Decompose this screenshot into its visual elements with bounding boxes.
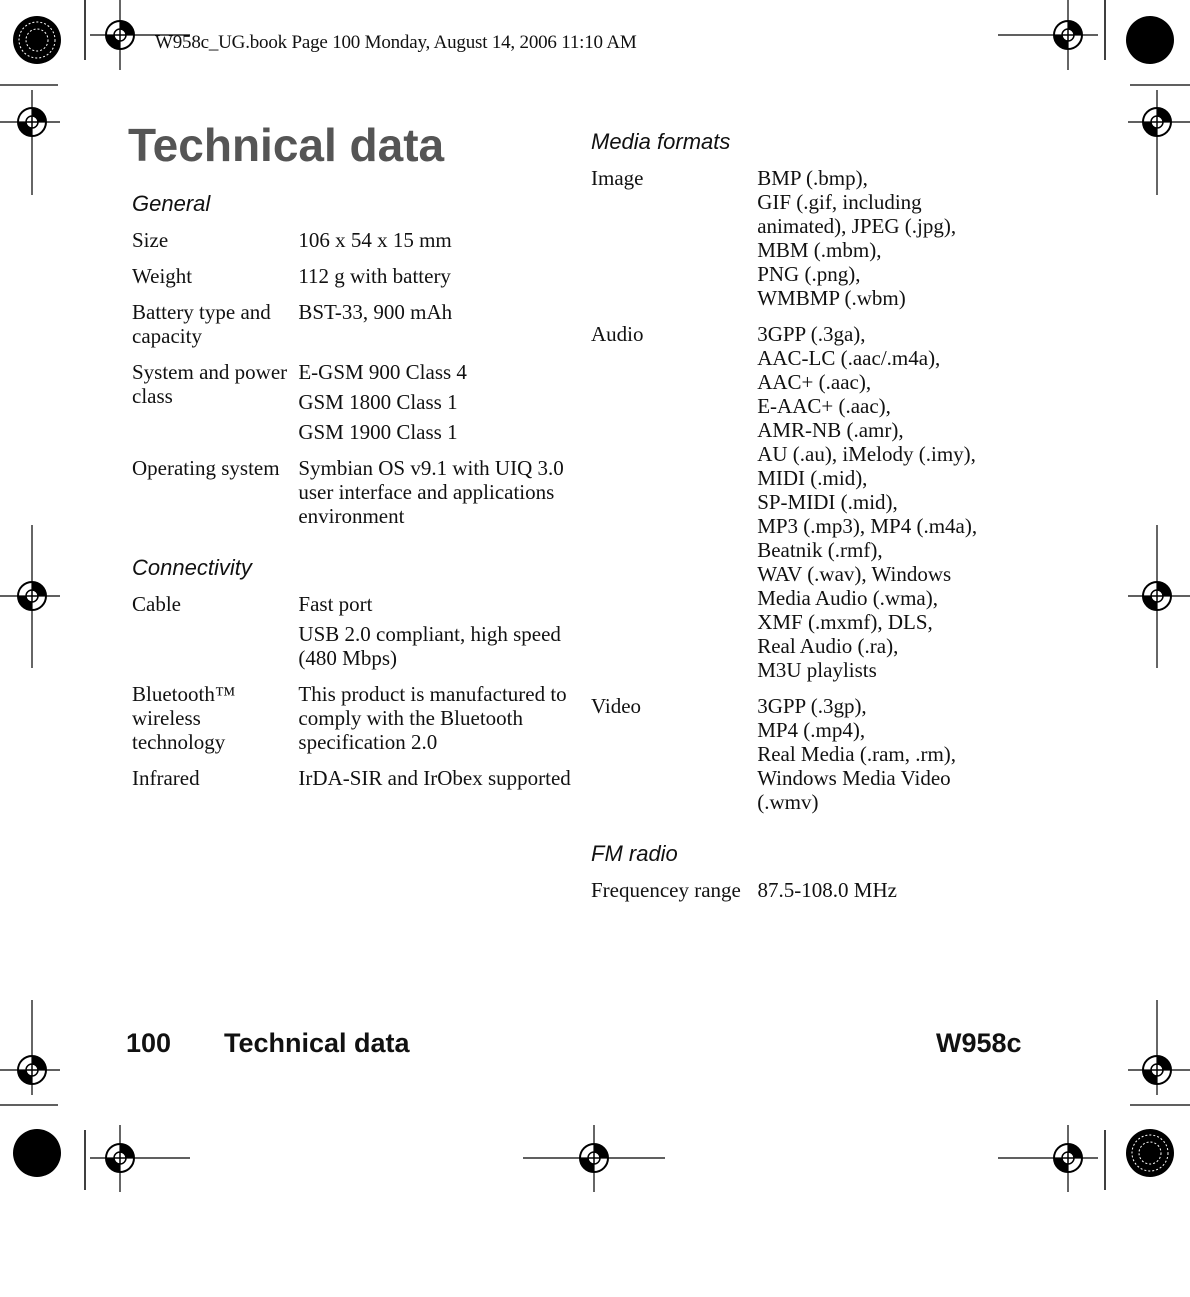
- footer-page-number: 100: [126, 1028, 172, 1058]
- registration-mark: [1143, 108, 1171, 136]
- spec-label: Frequencey range: [591, 878, 741, 902]
- spec-label: Infrared: [132, 766, 200, 790]
- spec-value: [298, 300, 572, 348]
- table-row: [132, 228, 572, 252]
- registration-mark: [1054, 1144, 1082, 1172]
- section-heading-fm-radio: FM radio: [591, 841, 678, 866]
- spec-value-text: USB 2.0 compliant, high speed (480 Mbps): [298, 622, 561, 670]
- spec-value-line: AAC-LC (.aac/.m4a),: [757, 346, 941, 370]
- spec-value-line: Media Audio (.wma),: [757, 586, 938, 610]
- spec-value: [298, 264, 572, 288]
- spec-label: Battery type and capacity: [132, 300, 271, 348]
- registration-mark: [106, 1144, 134, 1172]
- spec-value-text: GSM 1800 Class 1: [298, 390, 458, 414]
- general-table: [132, 228, 572, 528]
- spec-value-text: BST-33, 900 mAh: [298, 300, 453, 324]
- spec-value: [298, 228, 572, 252]
- registration-mark: [580, 1144, 608, 1172]
- media-formats-table: [591, 166, 1031, 814]
- table-row: [132, 766, 572, 790]
- right-column: [591, 128, 1031, 902]
- spec-value: [298, 766, 572, 790]
- registration-mark: [18, 1056, 46, 1084]
- spec-value-line: Beatnik (.rmf),: [757, 538, 883, 562]
- spec-label: Image: [591, 166, 644, 190]
- spec-value: [298, 592, 572, 670]
- spec-value-line: XMF (.mxmf), DLS,: [757, 610, 933, 634]
- spec-value-line: SP-MIDI (.mid),: [757, 490, 898, 514]
- spec-value-line: (.wmv): [757, 790, 819, 814]
- table-row: [591, 694, 1031, 814]
- spec-label: Operating system: [132, 456, 280, 480]
- spec-label: Audio: [591, 322, 644, 346]
- registration-mark: [1143, 582, 1171, 610]
- spec-label: Size: [132, 228, 169, 252]
- spec-value-text: 106 x 54 x 15 mm: [298, 228, 452, 252]
- spec-value-line: AMR-NB (.amr),: [757, 418, 904, 442]
- spec-value-text: GSM 1900 Class 1: [298, 420, 458, 444]
- spec-value-text: Symbian OS v9.1 with UIQ 3.0 user interface and applications environment: [298, 456, 564, 528]
- spec-label: Video: [591, 694, 642, 718]
- registration-mark: [18, 582, 46, 610]
- spec-label: Cable: [132, 592, 181, 616]
- spec-value-line: 3GPP (.3gp),: [757, 694, 867, 718]
- print-header: W958c_UG.book Page 100 Monday, August 14, 2006 11:10 AM: [155, 32, 637, 53]
- spec-value: [298, 456, 572, 528]
- spec-value-line: MP4 (.mp4),: [757, 718, 866, 742]
- spec-value-text: 112 g with battery: [298, 264, 451, 288]
- solid-circle-mark: [13, 1129, 61, 1177]
- fm-radio-table: [591, 878, 1031, 902]
- spec-value-line: AAC+ (.aac),: [757, 370, 872, 394]
- sunburst-mark-bottom-right: [1126, 1129, 1174, 1177]
- registration-mark: [106, 21, 134, 49]
- spec-value-line: 3GPP (.3ga),: [757, 322, 866, 346]
- table-row: [132, 264, 572, 288]
- table-row: [132, 360, 572, 444]
- spec-value-line: Windows Media Video: [757, 766, 951, 790]
- section-heading-general: General: [132, 191, 211, 216]
- spec-value-text: Fast port: [298, 592, 373, 616]
- spec-value-text: E-GSM 900 Class 4: [298, 360, 467, 384]
- spec-value-line: Real Media (.ram, .rm),: [757, 742, 957, 766]
- spec-value: [757, 322, 1031, 682]
- spec-value-line: MP3 (.mp3), MP4 (.m4a),: [757, 514, 978, 538]
- spec-label: Bluetooth™ wireless technology: [132, 682, 236, 754]
- footer-section-title: Technical data: [224, 1028, 410, 1058]
- table-row: [591, 166, 1031, 310]
- page-title: Technical data: [128, 119, 445, 171]
- table-row: [591, 878, 1031, 902]
- section-heading-connectivity: Connectivity: [132, 555, 252, 580]
- spec-value-line: GIF (.gif, including: [757, 190, 922, 214]
- spec-value-line: WAV (.wav), Windows: [757, 562, 952, 586]
- spec-value-line: 87.5-108.0 MHz: [757, 878, 897, 902]
- spec-value: [757, 166, 1031, 310]
- spec-value-text: IrDA-SIR and IrObex supported: [298, 766, 571, 790]
- left-column: [132, 190, 572, 790]
- spec-value: [298, 682, 572, 754]
- spec-value: [758, 878, 1031, 902]
- spec-value: [298, 360, 572, 444]
- spec-value: [757, 694, 1031, 814]
- table-row: [591, 322, 1031, 682]
- sunburst-mark-top-left: [13, 16, 61, 64]
- spec-label: Weight: [132, 264, 193, 288]
- table-row: [132, 592, 572, 670]
- spec-value-line: AU (.au), iMelody (.imy),: [757, 442, 976, 466]
- registration-mark: [1054, 21, 1082, 49]
- table-row: [132, 682, 572, 754]
- table-row: [132, 300, 572, 348]
- spec-value-line: E-AAC+ (.aac),: [757, 394, 891, 418]
- spec-value-line: MBM (.mbm),: [757, 238, 882, 262]
- table-row: [132, 456, 572, 528]
- solid-circle-mark: [1126, 16, 1174, 64]
- spec-value-line: WMBMP (.wbm): [757, 286, 906, 310]
- footer-model-name: W958c: [936, 1028, 1022, 1058]
- spec-value-line: M3U playlists: [757, 658, 877, 682]
- spec-value-line: BMP (.bmp),: [757, 166, 868, 190]
- registration-mark: [18, 108, 46, 136]
- spec-value-line: animated), JPEG (.jpg),: [757, 214, 957, 238]
- spec-label: System and power class: [132, 360, 288, 408]
- section-heading-media-formats: Media formats: [591, 129, 731, 154]
- spec-value-line: Real Audio (.ra),: [757, 634, 899, 658]
- spec-value-line: PNG (.png),: [757, 262, 861, 286]
- spec-value-text: This product is manufactured to comply with the Bluetooth specification 2.0: [298, 682, 567, 754]
- connectivity-table: [132, 592, 572, 790]
- spec-value-line: MIDI (.mid),: [757, 466, 868, 490]
- registration-mark: [1143, 1056, 1171, 1084]
